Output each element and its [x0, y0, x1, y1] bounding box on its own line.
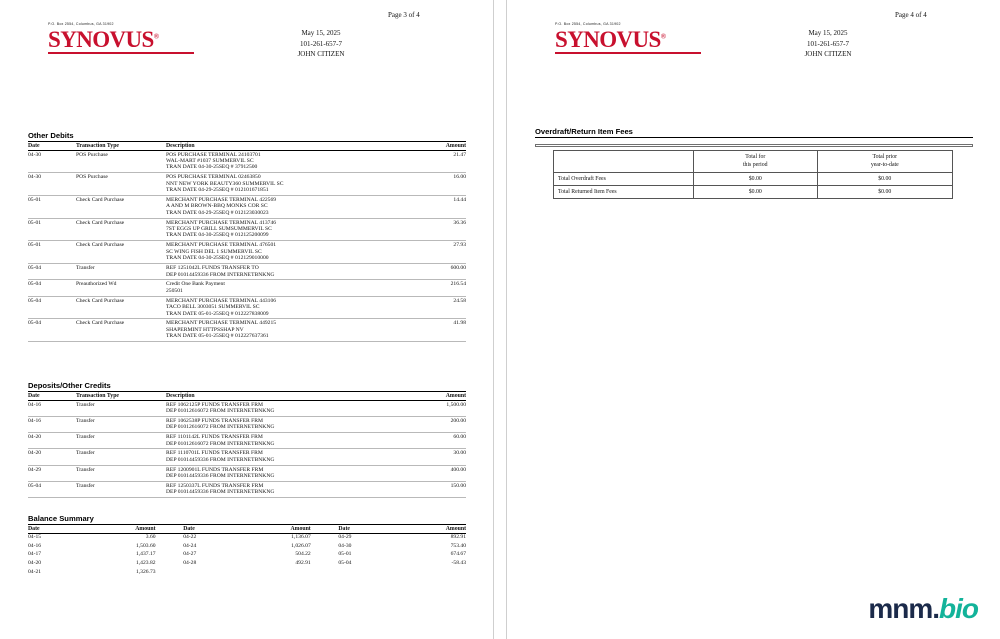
cell-desc: Credit One Bank Payment 250501	[166, 280, 414, 296]
cell-ytd-amount: $0.00	[817, 173, 952, 186]
table-row	[28, 218, 466, 241]
cell-date: 05-04	[28, 280, 76, 296]
cell-type: Check Card Purchase	[76, 218, 166, 241]
cell-desc: POS PURCHASE TERMINAL 24103701 WAL-MART #1037 SUMMERVIL SC TRAN DATE 04-30-25SEQ # 37912500	[166, 150, 414, 173]
table-row	[28, 433, 466, 449]
col-spacer	[311, 526, 339, 533]
cell-amount: 24.58	[414, 296, 466, 319]
cell-spacer	[311, 533, 339, 542]
watermark-part1: mnm.	[868, 593, 939, 624]
cell-desc: REF 1200901L FUNDS TRANSFER FRM DEP 01014459336 FROM INTERNETBNKNG	[166, 465, 414, 481]
account-number: 101-261-657-7	[300, 39, 342, 48]
table-row	[28, 542, 466, 551]
col-desc: Description	[166, 143, 414, 150]
col-total-this-period	[694, 151, 818, 173]
cell-type: Check Card Purchase	[76, 241, 166, 264]
page-number: Page 4 of 4	[895, 11, 927, 19]
cell-amount: 150.00	[414, 482, 466, 498]
cell-date: 04-29	[28, 465, 76, 481]
cell-spacer	[156, 568, 184, 577]
cell-amount: 1,136.07	[291, 534, 311, 541]
cell-amount: 216.54	[414, 280, 466, 296]
cell-ytd-amount: $0.00	[817, 186, 952, 199]
page-number: Page 3 of 4	[388, 11, 420, 19]
bank-logo-text: SYNOVUS	[48, 27, 154, 52]
table-row	[28, 400, 466, 416]
cell-date: 05-04	[338, 560, 352, 567]
cell-amount: 492.91	[295, 560, 311, 567]
table-row	[28, 416, 466, 432]
cell-date: 04-22	[183, 534, 197, 541]
table-row	[554, 173, 953, 186]
cell-spacer	[311, 542, 339, 551]
table-header-row	[554, 151, 953, 173]
cell-desc: REF 1062538P FUNDS TRANSFER FRM DEP 01012616072 FROM INTERNETBNKNG	[166, 416, 414, 432]
table-row	[28, 482, 466, 498]
watermark-part2: bio	[939, 593, 978, 624]
cell-amount: 27.93	[414, 241, 466, 264]
balance-summary-table	[28, 526, 466, 576]
cell-spacer	[156, 559, 184, 568]
cell-label: Total Overdraft Fees	[554, 173, 694, 186]
cell-desc: REF 1101142L FUNDS TRANSFER FRM DEP 01012616072 FROM INTERNETBNKNG	[166, 433, 414, 449]
bank-logo	[555, 27, 665, 53]
cell-date: 04-28	[183, 560, 197, 567]
cell-type: Check Card Purchase	[76, 296, 166, 319]
cell-date: 04-17	[28, 551, 42, 558]
account-holder: JOHN CITIZEN	[804, 50, 852, 58]
table-row	[28, 264, 466, 280]
cell-date: 05-01	[338, 551, 352, 558]
table-row	[554, 186, 953, 199]
cell-desc: MERCHANT PURCHASE TERMINAL 476501 SC WING FISH DEL 1 SUMMERVIL SC TRAN DATE 04-30-25SEQ # 012129010000	[166, 241, 414, 264]
col-amount-3: Amount	[387, 526, 466, 533]
section-rule	[28, 141, 466, 142]
bank-logo	[48, 27, 158, 53]
table-row	[28, 296, 466, 319]
cell-amount: 41.98	[414, 319, 466, 342]
cell-type: Preauthorized Wd	[76, 280, 166, 296]
statement-meta	[763, 28, 893, 60]
cell-date	[338, 568, 387, 577]
cell-date: 04-15	[28, 534, 42, 541]
cell-amount: 16.00	[414, 173, 466, 196]
cell-spacer	[311, 559, 339, 568]
cell-spacer	[156, 551, 184, 560]
cell-amount: 1,026.07	[291, 542, 311, 549]
cell-amount: 200.00	[414, 416, 466, 432]
cell-amount: 1,423.82	[135, 560, 156, 567]
cell-type: Transfer	[76, 465, 166, 481]
section-title-overdraft-fees: Overdraft/Return Item Fees	[535, 127, 633, 136]
cell-spacer	[311, 551, 339, 560]
table-header-row	[28, 143, 466, 150]
section-band	[535, 144, 973, 147]
cell-desc: REF 1250337L FUNDS TRANSFER FRM DEP 01014459336 FROM INTERNETBNKNG	[166, 482, 414, 498]
cell-period-amount: $0.00	[694, 173, 818, 186]
table-row	[28, 465, 466, 481]
cell-amount	[387, 568, 466, 577]
cell-amount: 3.60	[145, 534, 156, 541]
cell-desc: REF 1062125P FUNDS TRANSFER FRM DEP 01012616072 FROM INTERNETBNKNG	[166, 400, 414, 416]
cell-amount: 60.00	[414, 433, 466, 449]
table-row	[28, 533, 466, 542]
cell-amount: 1,437.17	[135, 551, 156, 558]
cell-date: 04-16	[28, 542, 42, 549]
cell-amount: 14.44	[414, 195, 466, 218]
cell-date: 05-04	[28, 482, 76, 498]
cell-spacer	[311, 568, 339, 577]
return-address: P.O. Box 2554, Columbus, GA 31902	[48, 22, 114, 26]
col-date: Date	[28, 143, 76, 150]
cell-date: 04-30	[28, 173, 76, 196]
account-number: 101-261-657-7	[807, 39, 849, 48]
cell-date: 04-24	[183, 542, 197, 549]
account-holder: JOHN CITIZEN	[297, 50, 345, 58]
cell-amount: 753.40	[450, 542, 466, 549]
cell-type: POS Purchase	[76, 173, 166, 196]
cell-period-amount: $0.00	[694, 186, 818, 199]
deposits-table	[28, 393, 466, 498]
table-row	[28, 150, 466, 173]
cell-date: 04-30	[28, 150, 76, 173]
cell-desc: MERCHANT PURCHASE TERMINAL 443106 TACO BELL 3003051 SUMMERVIL SC TRAN DATE 05-01-25SEQ # 012227838009	[166, 296, 414, 319]
cell-date: 05-01	[28, 241, 76, 264]
cell-date: 05-04	[28, 296, 76, 319]
watermark	[868, 593, 978, 625]
col-date-2: Date	[183, 526, 232, 533]
overdraft-fees-table	[553, 150, 953, 199]
table-row	[28, 559, 466, 568]
bank-logo-text: SYNOVUS	[555, 27, 661, 52]
section-rule	[28, 391, 466, 392]
table-row	[28, 319, 466, 342]
page-gutter	[494, 0, 506, 639]
cell-type: Transfer	[76, 416, 166, 432]
cell-type: Transfer	[76, 449, 166, 465]
col-type: Transaction Type	[76, 143, 166, 150]
registered-mark: ®	[153, 32, 159, 41]
section-title-balance-summary: Balance Summary	[28, 514, 94, 523]
cell-amount: -58.43	[451, 560, 466, 567]
table-row	[28, 449, 466, 465]
cell-type: Transfer	[76, 482, 166, 498]
cell-amount: 600.00	[414, 264, 466, 280]
col-total-prior-ytd-line1: Total prior	[872, 154, 898, 160]
cell-date: 04-20	[28, 449, 76, 465]
col-total-this-period-line1: Total for	[745, 154, 766, 160]
cell-amount: 892.91	[450, 534, 466, 541]
cell-date: 04-29	[338, 534, 352, 541]
col-date-3: Date	[338, 526, 387, 533]
cell-amount: 1,503.60	[135, 542, 156, 549]
col-blank	[554, 151, 694, 173]
col-desc: Description	[166, 393, 414, 400]
cell-type: POS Purchase	[76, 150, 166, 173]
col-total-this-period-line2: this period	[742, 161, 768, 168]
section-rule	[28, 524, 466, 525]
table-row	[28, 241, 466, 264]
cell-amount	[232, 568, 311, 577]
cell-type: Check Card Purchase	[76, 195, 166, 218]
return-address: P.O. Box 2554, Columbus, GA 31902	[555, 22, 621, 26]
col-amount-2: Amount	[232, 526, 311, 533]
statement-page-4	[506, 0, 1000, 639]
cell-date: 04-20	[28, 560, 42, 567]
logo-underline	[48, 52, 194, 54]
table-row	[28, 195, 466, 218]
cell-desc: REF 1251042L FUNDS TRANSFER TO DEP 01014459336 FROM INTERNETBNKNG	[166, 264, 414, 280]
col-amount: Amount	[414, 143, 466, 150]
table-row	[28, 173, 466, 196]
cell-date: 04-30	[338, 542, 352, 549]
cell-desc: MERCHANT PURCHASE TERMINAL 449215 SHAPERMINT HTTPSSHAP NV TRAN DATE 05-01-25SEQ # 012227637361	[166, 319, 414, 342]
cell-type: Transfer	[76, 433, 166, 449]
cell-amount: 674.67	[450, 551, 466, 558]
cell-type: Check Card Purchase	[76, 319, 166, 342]
cell-amount: 30.00	[414, 449, 466, 465]
cell-date: 05-04	[28, 319, 76, 342]
section-rule	[535, 137, 973, 138]
col-amount-1: Amount	[77, 526, 156, 533]
cell-desc: REF 1110701L FUNDS TRANSFER FRM DEP 01014459336 FROM INTERNETBNKNG	[166, 449, 414, 465]
statement-date: May 15, 2025	[301, 29, 341, 37]
statement-page-3	[0, 0, 494, 639]
col-date-1: Date	[28, 526, 77, 533]
cell-amount: 1,500.00	[414, 400, 466, 416]
cell-amount: 36.36	[414, 218, 466, 241]
cell-date: 05-04	[28, 264, 76, 280]
other-debits-table	[28, 143, 466, 342]
statement-date: May 15, 2025	[808, 29, 848, 37]
cell-date: 04-21	[28, 568, 42, 575]
cell-spacer	[156, 542, 184, 551]
logo-underline	[555, 52, 701, 54]
registered-mark: ®	[660, 32, 666, 41]
section-title-deposits: Deposits/Other Credits	[28, 381, 111, 390]
cell-amount: 400.00	[414, 465, 466, 481]
cell-date: 04-16	[28, 400, 76, 416]
cell-amount: 504.22	[295, 551, 311, 558]
table-row	[28, 551, 466, 560]
col-date: Date	[28, 393, 76, 400]
table-header-row	[28, 526, 466, 533]
cell-date: 04-16	[28, 416, 76, 432]
cell-date	[183, 568, 232, 577]
cell-spacer	[156, 533, 184, 542]
cell-desc: POS PURCHASE TERMINAL 02463850 NNT NEW YORK BEAUTY360 SUMMERVIL SC TRAN DATE 04-29-25SEQ # 012101671851	[166, 173, 414, 196]
cell-amount: 21.47	[414, 150, 466, 173]
table-row	[28, 568, 466, 577]
col-type: Transaction Type	[76, 393, 166, 400]
col-amount: Amount	[414, 393, 466, 400]
cell-type: Transfer	[76, 400, 166, 416]
cell-desc: MERCHANT PURCHASE TERMINAL 413746 7ST EGGS UP GRILL SUMSUMMERVIL SC TRAN DATE 04-30-25SEQ # 012125200099	[166, 218, 414, 241]
cell-date: 05-01	[28, 218, 76, 241]
col-spacer	[156, 526, 184, 533]
cell-date: 04-27	[183, 551, 197, 558]
col-total-prior-ytd	[817, 151, 952, 173]
table-header-row	[28, 393, 466, 400]
cell-date: 05-01	[28, 195, 76, 218]
cell-label: Total Returned Item Fees	[554, 186, 694, 199]
cell-desc: MERCHANT PURCHASE TERMINAL 422569 A AND M BROWN-BBQ MONKS COR SC TRAN DATE 04-29-25SEQ # 012123030023	[166, 195, 414, 218]
cell-type: Transfer	[76, 264, 166, 280]
cell-amount: 1,326.73	[135, 568, 156, 575]
table-row	[28, 280, 466, 296]
statement-meta	[256, 28, 386, 60]
cell-date: 04-20	[28, 433, 76, 449]
section-title-other-debits: Other Debits	[28, 131, 74, 140]
col-total-prior-ytd-line2: year-to-date	[870, 161, 899, 168]
